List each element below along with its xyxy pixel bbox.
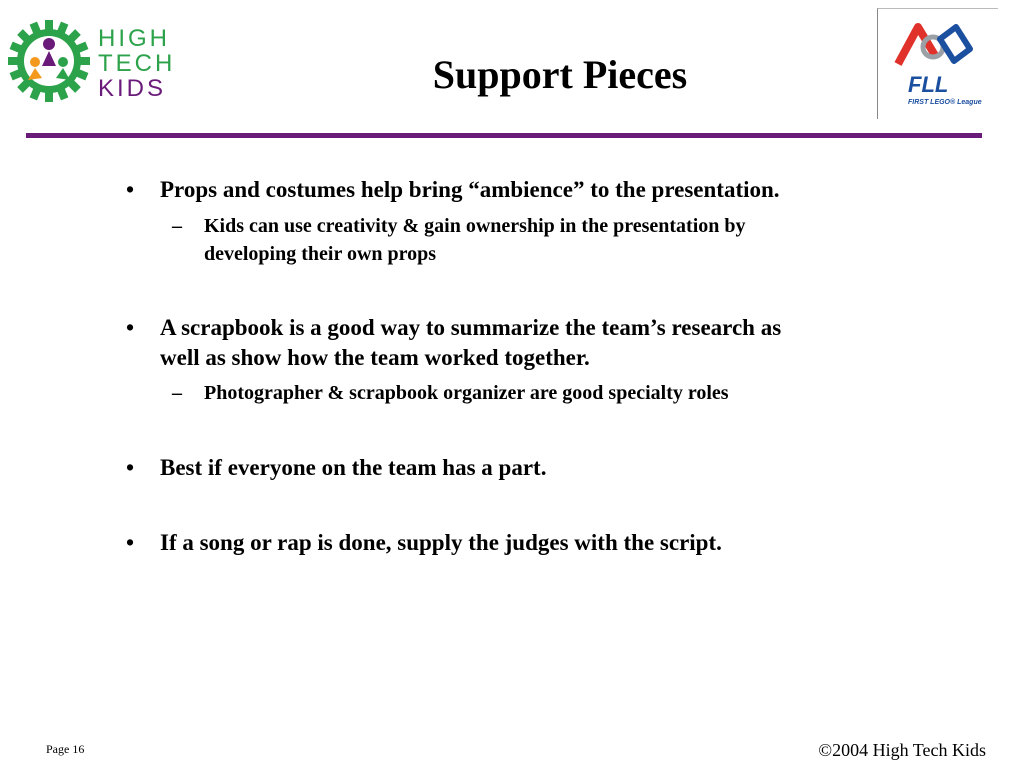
logo-line-kids: KIDS — [98, 75, 167, 102]
bullet-marker: • — [126, 177, 135, 202]
sub-bullet-text-line2: developing their own props — [204, 243, 437, 265]
sub-bullet-marker: – — [172, 215, 182, 237]
bullet-marker: • — [126, 530, 135, 555]
header-divider — [26, 133, 982, 138]
slide-title: Support Pieces — [432, 52, 688, 97]
logo-line-tech: TECH — [98, 50, 176, 77]
sub-bullet-marker: – — [172, 382, 182, 404]
bullet-marker: • — [126, 315, 135, 340]
bullet-text: Best if everyone on the team has a part. — [160, 455, 547, 480]
sub-bullet-text-line1: Kids can use creativity & gain ownership in the presentation by — [204, 215, 746, 237]
logo-line-high: HIGH — [98, 25, 170, 52]
bullet-text: Props and costumes help bring “ambience” to the presentation. — [160, 177, 780, 202]
logo-wordmark — [98, 26, 175, 101]
bullet-text-line1: A scrapbook is a good way to summarize the team’s research as — [160, 315, 782, 340]
fll-tagline: FIRST LEGO® League — [908, 99, 982, 106]
high-tech-kids-logo — [6, 18, 206, 108]
fll-logo-icon — [878, 9, 998, 119]
fll-logo-box — [877, 8, 998, 119]
bullet-text-line2: well as show how the team worked together. — [160, 345, 590, 370]
page-number: Page 16 — [46, 742, 85, 756]
gear-icon — [6, 18, 92, 104]
bullet-marker: • — [126, 455, 135, 480]
bullet-text: If a song or rap is done, supply the judges with the script. — [160, 530, 722, 555]
copyright: ©2004 High Tech Kids — [818, 740, 986, 760]
sub-bullet-text: Photographer & scrapbook organizer are good specialty roles — [204, 382, 729, 404]
bullet-item — [126, 313, 976, 377]
fll-mark: FLL — [908, 72, 949, 97]
